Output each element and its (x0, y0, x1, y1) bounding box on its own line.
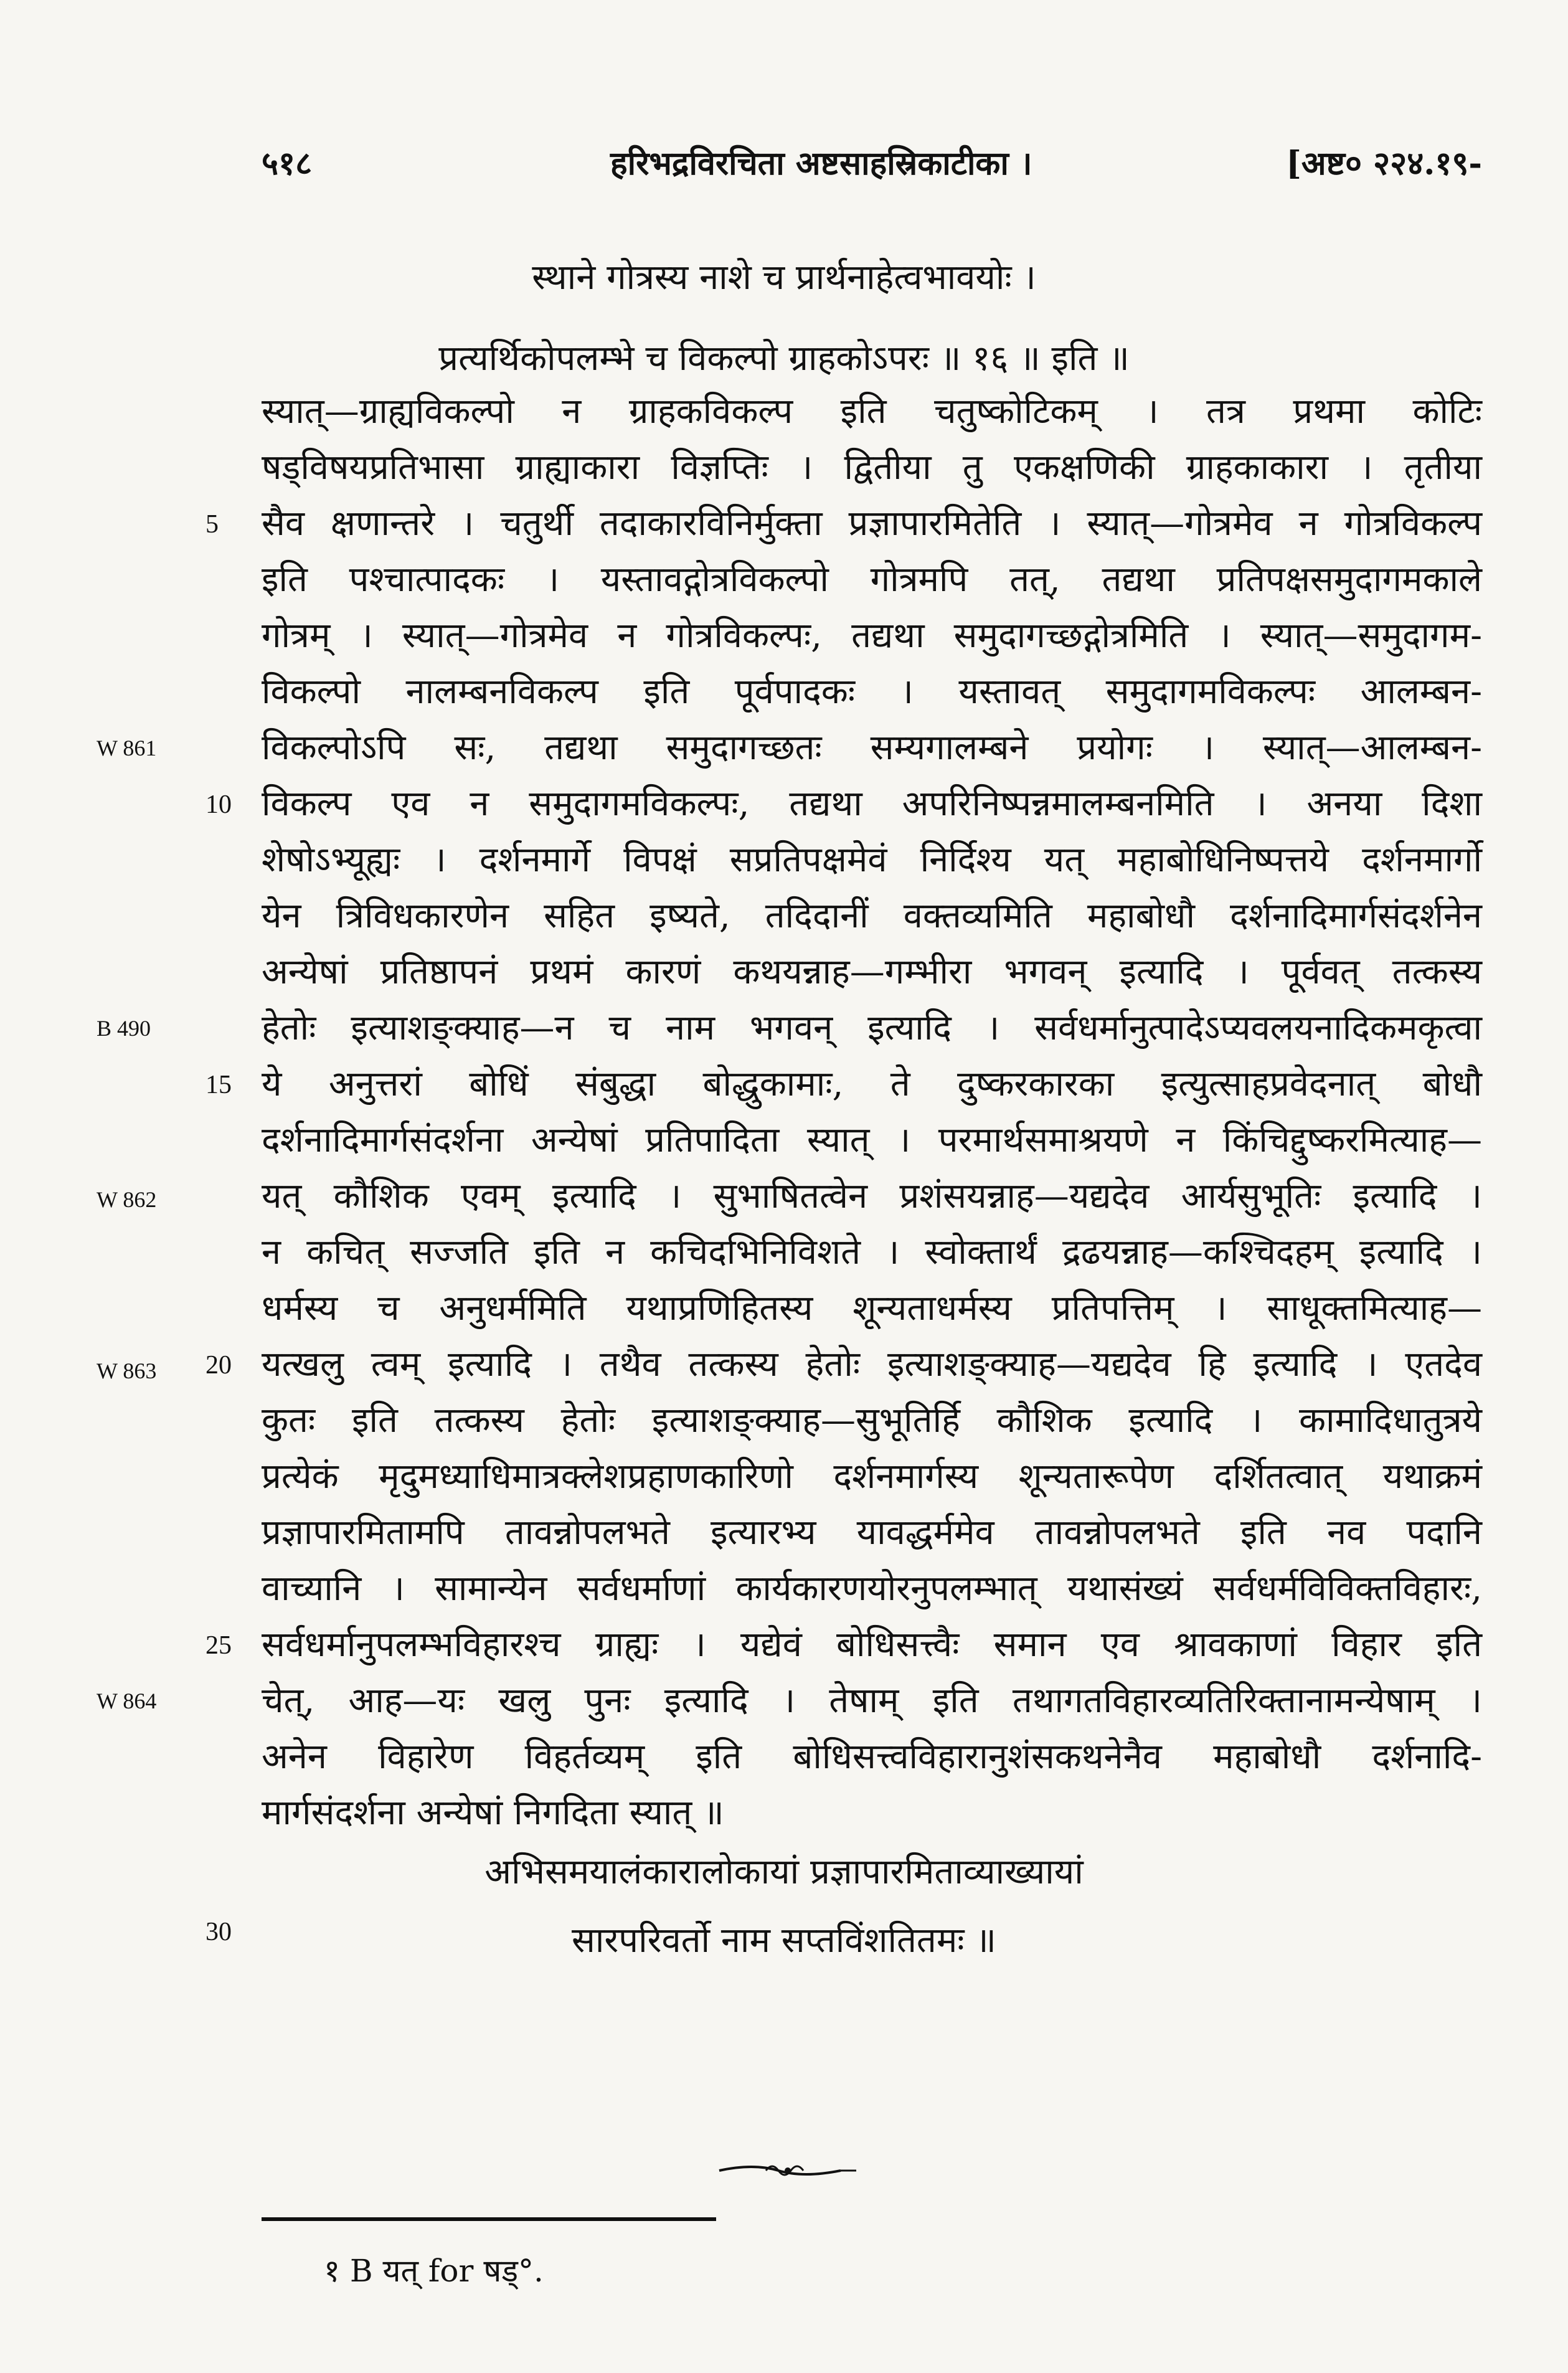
text-line: षड्विषयप्रतिभासा ग्राह्याकारा विज्ञप्तिः । द्वितीया तु एकक्षणिकी ग्राहकाकारा । तृतीया (262, 447, 1482, 488)
text-line: विकल्प एव न समुदागमविकल्पः, तद्यथा अपरिनिष्पन्नमालम्बनमिति । अनया दिशा (262, 784, 1482, 824)
text-line: अनेन विहारेण विहर्तव्यम् इति बोधिसत्त्वविहारानुशंसकथनेनैव महाबोधौ दर्शनादि- (262, 1736, 1482, 1777)
margin-reference: W 863 (97, 1358, 157, 1383)
running-header (262, 140, 1482, 196)
text-line: यत् कौशिक एवम् इत्यादि । सुभाषितत्वेन प्रशंसयन्नाह—यद्यदेव आर्यसुभूतिः इत्यादि । (262, 1176, 1482, 1216)
text-line: धर्मस्य च अनुधर्ममिति यथाप्रणिहितस्य शून्यताधर्मस्य प्रतिपत्तिम् । साधूक्तमित्याह— (262, 1288, 1482, 1329)
text-line: मार्गसंदर्शना अन्येषां निगदिता स्यात् ॥ (262, 1793, 724, 1833)
text-line: इति पश्चात्पादकः । यस्तावद्गोत्रविकल्पो गोत्रमपि तत्, तद्यथा प्रतिपक्षसमुदागमकाले (262, 559, 1482, 600)
verse-line: स्थाने गोत्रस्य नाशे च प्रार्थनाहेत्वभावयोः । (532, 257, 1036, 298)
line-number: 10 (205, 790, 232, 819)
text-line: हेतोः इत्याशङ्क्याह—न च नाम भगवन् इत्यादि । सर्वधर्मानुत्पादेऽप्यवलयनादिकमकृत्वा (262, 1008, 1482, 1048)
text-line: न कचित् सज्जति इति न कचिदभिनिविशते । स्वोक्तार्थं द्रढयन्नाह—कश्चिदहम् इत्यादि । (262, 1232, 1482, 1272)
text-line: सर्वधर्मानुपलम्भविहारश्च ग्राह्यः । यद्येवं बोधिसत्त्वैः समान एव श्रावकाणां विहार इति (262, 1624, 1482, 1665)
margin-reference: W 864 (97, 1689, 157, 1713)
text-line: विकल्पोऽपि सः, तद्यथा समुदागच्छतः सम्यगालम्बने प्रयोगः । स्यात्—आलम्बन- (262, 727, 1482, 768)
chapter-colophon: अभिसमयालंकारालोकायां प्रज्ञापारमिताव्याख्यायां (484, 1852, 1084, 1892)
text-line: शेषोऽभ्यूह्यः । दर्शनमार्गे विपक्षं सप्रतिपक्षमेवं निर्दिश्य यत् महाबोधिनिष्पत्तये दर्शनमार्गो (262, 840, 1482, 880)
section-reference: [अष्ट० २२४.१९- (1286, 144, 1482, 182)
verse-line: प्रत्यर्थिकोपलम्भे च विकल्पो ग्राहकोऽपरः ॥ १६ ॥ इति ॥ (438, 338, 1130, 379)
ornament-icon (716, 2158, 859, 2183)
footnote-rule (262, 2217, 716, 2221)
text-line: गोत्रम् । स्यात्—गोत्रमेव न गोत्रविकल्पः, तद्यथा समुदागच्छद्गोत्रमिति । स्यात्—समुदागम- (262, 615, 1482, 656)
text-line: प्रत्येकं मृदुमध्याधिमात्रक्लेशप्रहाणकारिणो दर्शनमार्गस्य शून्यतारूपेण दर्शितत्वात् यथाक्रमं (262, 1456, 1482, 1497)
line-number: 30 (205, 1918, 232, 1946)
margin-reference: W 861 (97, 736, 157, 760)
text-line: सैव क्षणान्तरे । चतुर्थी तदाकारविनिर्मुक्ता प्रज्ञापारमितेति । स्यात्—गोत्रमेव न गोत्रविकल्प (262, 503, 1482, 544)
page-number: ५१८ (262, 144, 313, 182)
line-number: 20 (205, 1351, 232, 1380)
text-line: प्रज्ञापारमितामपि तावन्नोपलभते इत्यारभ्य यावद्धर्ममेव तावन्नोपलभते इति नव पदानि (262, 1512, 1482, 1553)
text-line: कुतः इति तत्कस्य हेतोः इत्याशङ्क्याह—सुभूतिर्हि कौशिक इत्यादि । कामादिधातुत्रये (262, 1400, 1482, 1441)
text-line: येन त्रिविधकारणेन सहित इष्यते, तदिदानीं वक्तव्यमिति महाबोधौ दर्शनादिमार्गसंदर्शनेन (262, 896, 1482, 936)
text-line: चेत्, आह—यः खलु पुनः इत्यादि । तेषाम् इति तथागतविहारव्यतिरिक्तानामन्येषाम् । (262, 1680, 1482, 1721)
text-line: दर्शनादिमार्गसंदर्शना अन्येषां प्रतिपादिता स्यात् । परमार्थसमाश्रयणे न किंचिद्दुष्करमित्याह— (262, 1120, 1482, 1160)
running-title: हरिभद्रविरचिता अष्टसाहस्रिकाटीका । (610, 144, 1032, 182)
text-line: वाच्यानि । सामान्येन सर्वधर्माणां कार्यकारणयोरनुपलम्भात् यथासंख्यं सर्वधर्मविविक्तविहारः, (262, 1568, 1482, 1609)
margin-reference: B 490 (97, 1016, 151, 1041)
text-line: ये अनुत्तरां बोधिं संबुद्धा बोद्धुकामाः, ते दुष्करकारका इत्युत्साहप्रवेदनात् बोधौ (262, 1064, 1482, 1104)
line-number: 15 (205, 1071, 232, 1099)
line-number: 25 (205, 1631, 232, 1660)
line-number: 5 (205, 510, 219, 539)
text-line: अन्येषां प्रतिष्ठापनं प्रथमं कारणं कथयन्नाह—गम्भीरा भगवन् इत्यादि । पूर्ववत् तत्कस्य (262, 952, 1482, 992)
chapter-colophon: सारपरिवर्तो नाम सप्तविंशतितमः ॥ (572, 1920, 996, 1961)
footnote: १ B यत् for षड्°. (324, 2253, 544, 2289)
text-line: विकल्पो नालम्बनविकल्प इति पूर्वपादकः । यस्तावत् समुदागमविकल्पः आलम्बन- (262, 671, 1482, 712)
text-line: स्यात्—ग्राह्यविकल्पो न ग्राहकविकल्प इति चतुष्कोटिकम् । तत्र प्रथमा कोटिः (262, 391, 1482, 432)
margin-reference: W 862 (97, 1187, 157, 1212)
text-line: यत्खलु त्वम् इत्यादि । तथैव तत्कस्य हेतोः इत्याशङ्क्याह—यद्यदेव हि इत्यादि । एतदेव (262, 1344, 1482, 1385)
